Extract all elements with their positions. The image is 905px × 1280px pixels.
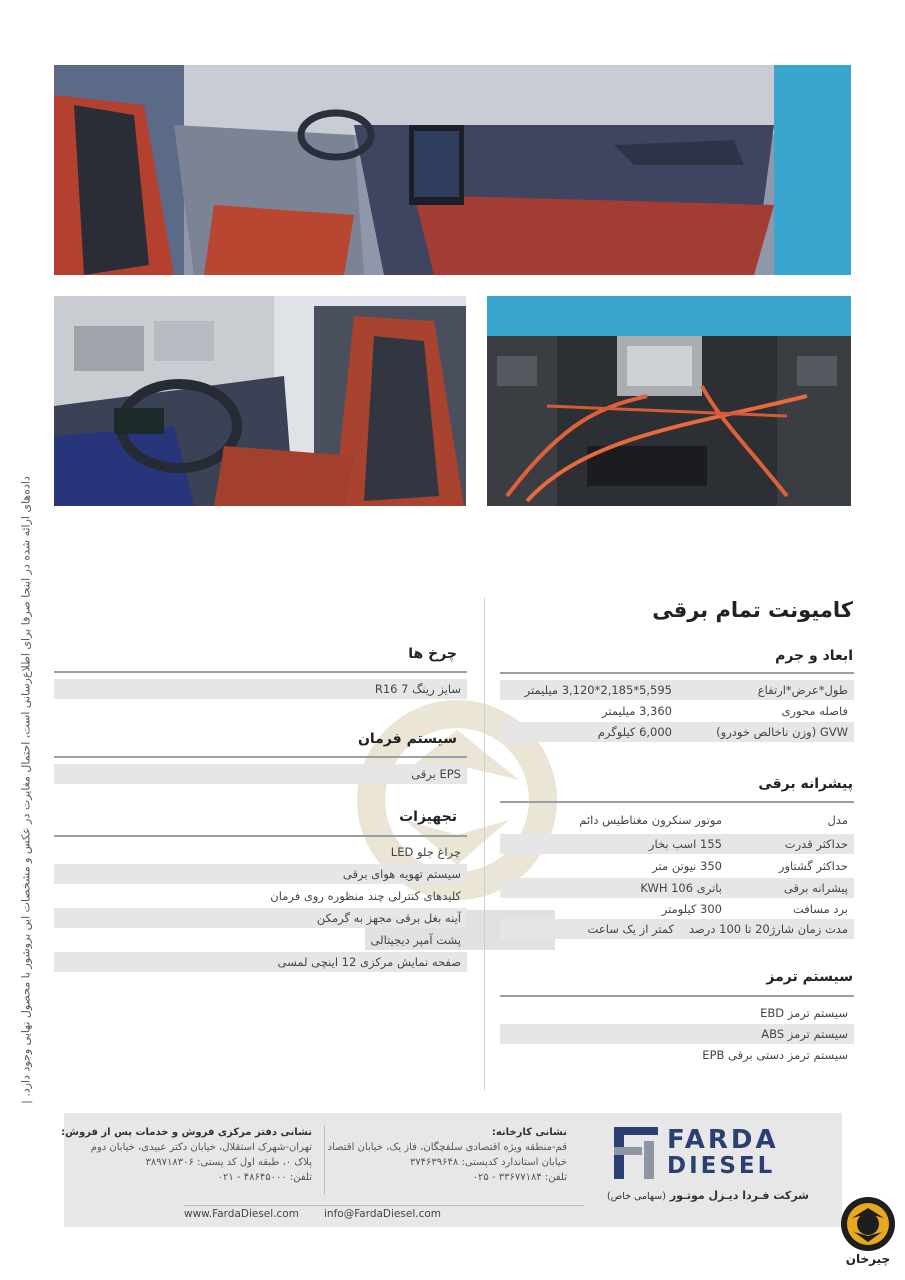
website-link[interactable]: www.FardaDiesel.com	[184, 1208, 299, 1220]
farda-logo-icon	[614, 1127, 658, 1179]
section-title-dims: ابعاد و جرم	[775, 648, 853, 664]
factory-address: نشانی کارخانه: قم-منطقه ویژه اقتصادی سلفچگان، فاز یک، خیابان اقتصاد خیابان استاندارد کدپستی: ۳۷۴۶۳۹۶۴۸ تلفن: ۳۳۶۷۷۱۸۴ - ۰۲۵	[327, 1127, 567, 1183]
spec-row: سیستم ترمز دستی برقی EPB	[702, 1048, 848, 1062]
spec-row: آینه بغل برقی مجهز به گرمکن	[54, 908, 467, 928]
email-link[interactable]: info@FardaDiesel.com	[324, 1208, 442, 1220]
office-title: نشانی دفتر مرکزی فروش و خدمات پس از فروش:	[61, 1127, 312, 1138]
spec-row: برد مسافت 300 کیلومتر	[661, 902, 848, 916]
spec-row: چراغ جلو LED	[390, 845, 461, 859]
chirkhan-logo-icon	[836, 1196, 900, 1252]
spec-row: صفحه نمایش مرکزی 12 اینچی لمسی	[54, 952, 467, 972]
logo-diesel: DIESEL	[667, 1153, 776, 1179]
spec-row: مدت زمان شارژ20 تا 100 درصد کمتر از یک ساعت	[500, 919, 854, 939]
section-rule	[54, 671, 467, 673]
office-address: نشانی دفتر مرکزی فروش و خدمات پس از فروش: تهران-شهرک استقلال، خیابان دکتر عبیدی، خیابان دوم پلاک ۰، طبقه اول کد پستی: ۳۸۹۷۱۸۳۰۶ تلفن: ۴۸۶۴۵۰۰۰ - ۰۲۱	[61, 1127, 312, 1183]
page-title: کامیونت تمام برقی	[652, 598, 853, 622]
spec-row: مدل موتور سنکرون مغناطیس دائم	[579, 813, 848, 827]
spec-row: طول*عرض*ارتفاع 5,595*2,185*3,120 میلیمتر	[500, 680, 854, 700]
spec-row: حداکثر گشتاور 350 نیوتن متر	[652, 859, 848, 873]
spec-row: سایز رینگ 7 R16	[54, 679, 467, 699]
spec-row: فاصله محوری 3,360 میلیمتر	[602, 704, 848, 718]
cabin-interior-photo	[54, 65, 851, 275]
footer-divider	[324, 1125, 325, 1195]
section-rule	[54, 835, 467, 837]
section-title-steering: سیستم فرمان	[357, 731, 457, 747]
column-divider	[484, 598, 485, 1090]
section-title-power: پیشرانه برقی	[758, 776, 853, 792]
footer-rule	[184, 1205, 584, 1206]
spec-row: پیشرانه برقی باتری KWH 106	[500, 878, 854, 898]
spec-row: سیستم ترمز ABS	[500, 1024, 854, 1044]
section-rule	[500, 801, 854, 803]
logo-farda: FARDA	[667, 1125, 779, 1155]
spec-row: GVW (وزن ناخالص خودرو) 6,000 کیلوگرم	[500, 722, 854, 742]
spec-row: کلیدهای کنترلی چند منظوره روی فرمان	[270, 889, 461, 903]
company-name: شرکت فـردا دیـزل موتـور (سهامی خاص)	[607, 1189, 809, 1202]
section-rule	[500, 672, 854, 674]
battery-chassis-photo	[487, 296, 851, 506]
driver-seat-photo	[54, 296, 466, 506]
spec-row: سیستم تهویه هوای برقی	[54, 864, 467, 884]
disclaimer-vertical	[6, 470, 46, 1110]
section-rule	[500, 995, 854, 997]
disclaimer-text: داده‌های ارائه شده در اینجا صرفا برای اطلاع‌رسانی است، احتمال مغایرت در عکس و مشخصات این بروشور با محصول نهایی وجود دارد. |	[19, 476, 33, 1104]
section-rule	[54, 756, 467, 758]
section-title-brake: سیستم ترمز	[766, 969, 853, 985]
section-title-wheels: چرخ ها	[408, 646, 457, 662]
chirkhan-badge	[836, 1196, 900, 1272]
section-title-equipment: تجهیزات	[399, 809, 457, 825]
factory-title: نشانی کارخانه:	[491, 1127, 567, 1138]
spec-row: EPS برقی	[54, 764, 467, 784]
spec-row: سیستم ترمز EBD	[760, 1006, 848, 1020]
spec-row: پشت آمپر دیجیتالی	[370, 933, 461, 947]
badge-label: چیرخان	[845, 1252, 891, 1266]
spec-row: حداکثر قدرت 155 اسب بخار	[500, 834, 854, 854]
footer	[61, 1113, 842, 1227]
